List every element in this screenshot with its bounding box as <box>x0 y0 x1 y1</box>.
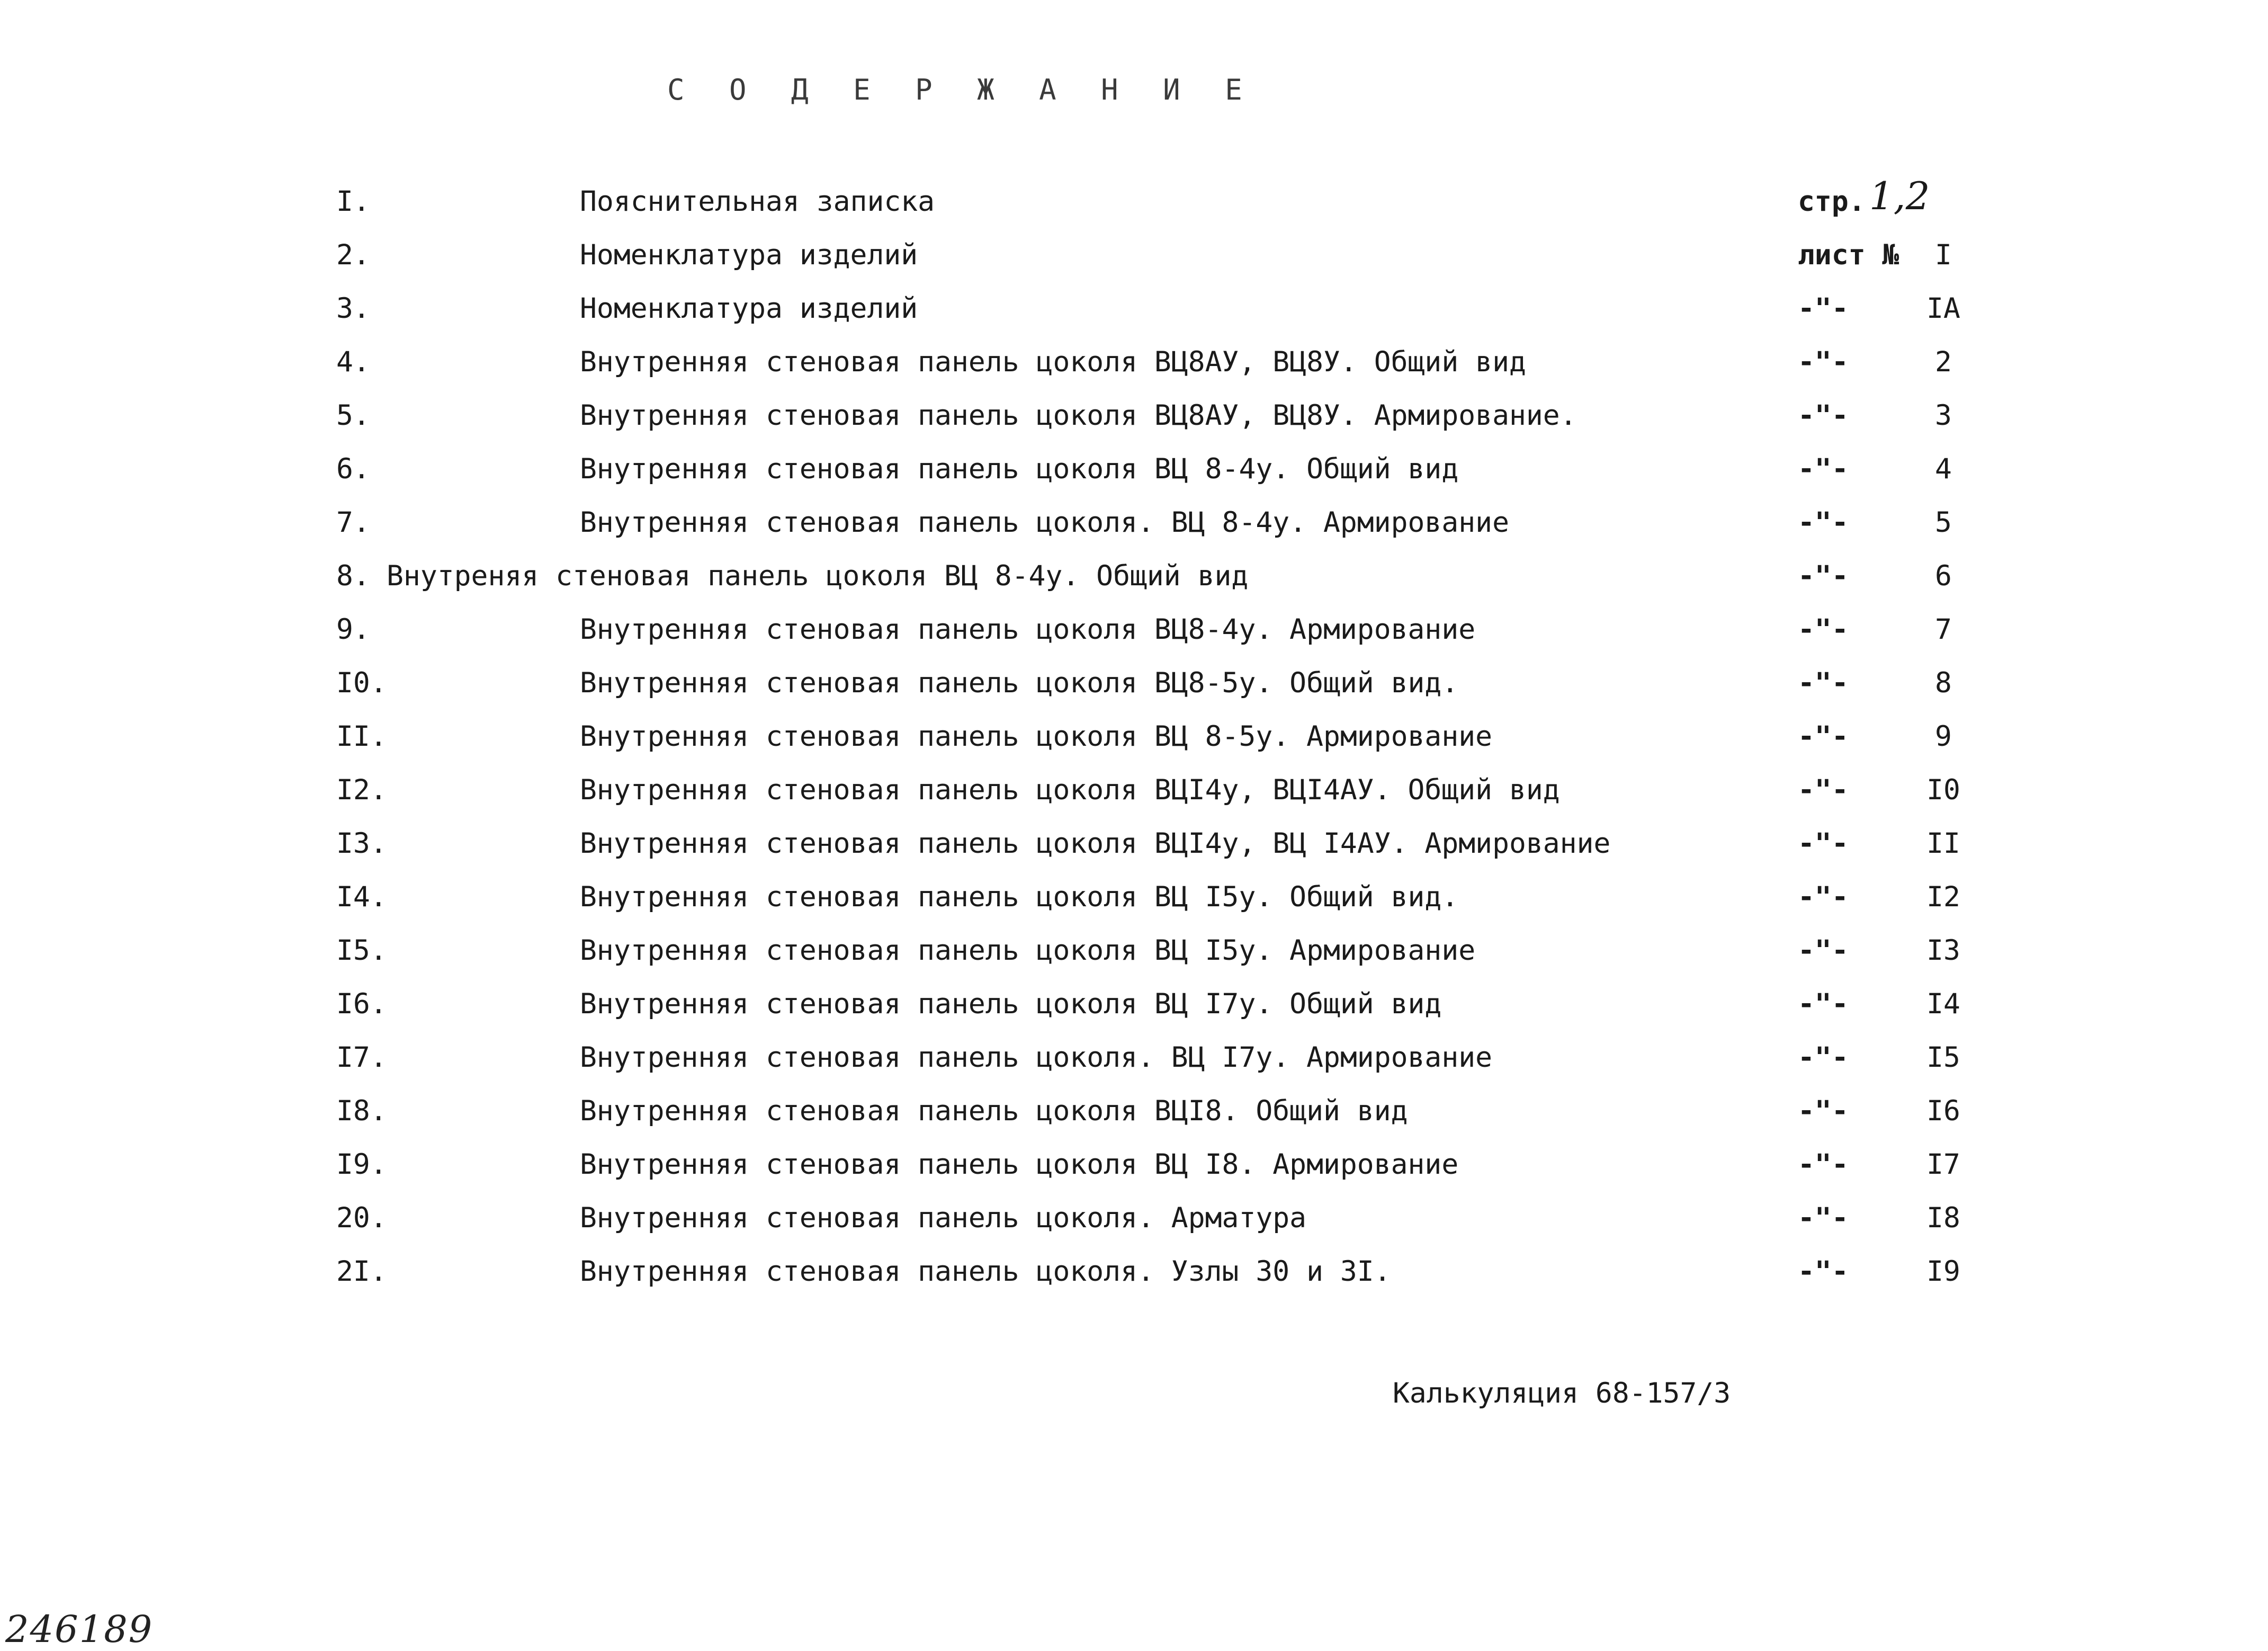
toc-item-sheet-number: I5 <box>1926 1041 1960 1074</box>
toc-row <box>0 603 2268 656</box>
toc-item-title: Внутренняя стеновая панель цоколя. Арматура <box>580 1202 1307 1234</box>
toc-item-sheet-label: -"- <box>1798 1148 1849 1181</box>
toc-row <box>0 977 2268 1031</box>
toc-item-sheet-number: 4 <box>1935 453 1952 485</box>
toc-item-sheet-label: -"- <box>1798 827 1849 860</box>
toc-row <box>0 1191 2268 1245</box>
toc-row <box>0 1245 2268 1298</box>
toc-item-sheet-number: II <box>1926 827 1960 860</box>
toc-item-number: I8. <box>336 1095 387 1127</box>
toc-item-number: 20. <box>336 1202 387 1234</box>
document-title: С О Д Е Р Ж А Н И Е <box>667 73 1256 106</box>
toc-item-number: 4. <box>336 346 370 378</box>
toc-item-number: 5. <box>336 399 370 432</box>
toc-item-sheet-label: -"- <box>1798 613 1849 646</box>
toc-item-sheet-number: 7 <box>1935 613 1952 646</box>
toc-item-sheet-label: -"- <box>1798 667 1849 699</box>
toc-item-sheet-label: -"- <box>1798 1202 1849 1234</box>
toc-item-sheet-label: -"- <box>1798 453 1849 485</box>
calculation-reference: Калькуляция 68-157/3 <box>1393 1377 1731 1409</box>
toc-item-sheet-label: стр. <box>1798 185 1866 218</box>
toc-item-sheet-label: -"- <box>1798 292 1849 325</box>
toc-item-sheet-label: -"- <box>1798 988 1849 1020</box>
toc-item-sheet-number: I7 <box>1926 1148 1960 1181</box>
toc-row <box>0 1031 2268 1084</box>
toc-item-title: Внутреняя стеновая панель цоколя ВЦ 8-4у. Общий вид <box>387 560 1249 592</box>
toc-item-number: I2. <box>336 774 387 806</box>
toc-row <box>0 656 2268 710</box>
toc-item-sheet-number: IA <box>1926 292 1960 325</box>
toc-row <box>0 924 2268 977</box>
toc-row <box>0 335 2268 389</box>
toc-item-title: Внутренняя стеновая панель цоколя ВЦ I5у. Общий вид. <box>580 881 1459 913</box>
toc-item-sheet-label: -"- <box>1798 560 1849 592</box>
toc-row <box>0 389 2268 442</box>
toc-item-sheet-label: -"- <box>1798 774 1849 806</box>
toc-row <box>0 763 2268 817</box>
toc-item-sheet-number: I <box>1935 239 1952 271</box>
toc-item-title: Внутренняя стеновая панель цоколя ВЦ 8-5у. Армирование <box>580 720 1493 753</box>
table-of-contents <box>0 175 2268 1298</box>
toc-item-sheet-number: I6 <box>1926 1095 1960 1127</box>
toc-item-title: Внутренняя стеновая панель цоколя ВЦ I8. Армирование <box>580 1148 1459 1181</box>
toc-row <box>0 549 2268 603</box>
toc-item-sheet-number: I8 <box>1926 1202 1960 1234</box>
toc-item-title: Внутренняя стеновая панель цоколя ВЦ8АУ, ВЦ8У. Общий вид <box>580 346 1526 378</box>
toc-row <box>0 282 2268 335</box>
toc-item-sheet-number: 2 <box>1935 346 1952 378</box>
toc-item-title: Внутренняя стеновая панель цоколя. ВЦ I7у. Армирование <box>580 1041 1493 1074</box>
toc-item-sheet-number: 1,2 <box>1869 174 1930 218</box>
toc-item-title: Номенклатура изделий <box>580 292 918 325</box>
toc-row <box>0 710 2268 763</box>
toc-item-title: Внутренняя стеновая панель цоколя ВЦ I5у. Армирование <box>580 934 1476 967</box>
toc-item-sheet-label: -"- <box>1798 1041 1849 1074</box>
toc-item-title: Внутренняя стеновая панель цоколя ВЦI4у, ВЦI4АУ. Общий вид <box>580 774 1560 806</box>
toc-item-title: Внутренняя стеновая панель цоколя ВЦ 8-4у. Общий вид <box>580 453 1459 485</box>
toc-item-number: I0. <box>336 667 387 699</box>
toc-item-number: I9. <box>336 1148 387 1181</box>
toc-item-number: 2I. <box>336 1255 387 1288</box>
toc-item-title: Внутренняя стеновая панель цоколя ВЦI4у, ВЦ I4АУ. Армирование <box>580 827 1611 860</box>
toc-item-number: 7. <box>336 506 370 539</box>
toc-item-sheet-number: 9 <box>1935 720 1952 753</box>
toc-row <box>0 442 2268 496</box>
toc-item-sheet-number: 3 <box>1935 399 1952 432</box>
toc-row <box>0 1084 2268 1138</box>
toc-item-sheet-number: 5 <box>1935 506 1952 539</box>
toc-item-number: I4. <box>336 881 387 913</box>
toc-row <box>0 228 2268 282</box>
toc-item-sheet-label: лист № <box>1798 239 1899 271</box>
handwritten-inventory-number: 246189 <box>5 1608 154 1651</box>
toc-item-number: I6. <box>336 988 387 1020</box>
toc-item-sheet-label: -"- <box>1798 1255 1849 1288</box>
toc-item-number: 2. <box>336 239 370 271</box>
toc-item-sheet-label: -"- <box>1798 881 1849 913</box>
toc-item-sheet-number: I0 <box>1926 774 1960 806</box>
toc-item-sheet-label: -"- <box>1798 934 1849 967</box>
toc-item-title: Внутренняя стеновая панель цоколя. Узлы 30 и 3I. <box>580 1255 1391 1288</box>
toc-item-number: 8. <box>336 560 370 592</box>
toc-row <box>0 817 2268 870</box>
toc-item-sheet-label: -"- <box>1798 399 1849 432</box>
toc-row <box>0 870 2268 924</box>
toc-item-title: Внутренняя стеновая панель цоколя ВЦ8-4у. Армирование <box>580 613 1476 646</box>
toc-item-sheet-number: I9 <box>1926 1255 1960 1288</box>
toc-item-title: Внутренняя стеновая панель цоколя ВЦ8-5у. Общий вид. <box>580 667 1459 699</box>
toc-item-sheet-number: I3 <box>1926 934 1960 967</box>
toc-item-sheet-number: I2 <box>1926 881 1960 913</box>
toc-item-number: I3. <box>336 827 387 860</box>
toc-item-title: Внутренняя стеновая панель цоколя ВЦ I7у. Общий вид <box>580 988 1442 1020</box>
toc-item-sheet-number: 6 <box>1935 560 1952 592</box>
toc-item-number: 3. <box>336 292 370 325</box>
toc-item-title: Пояснительная записка <box>580 185 935 218</box>
toc-row <box>0 496 2268 549</box>
toc-row <box>0 1138 2268 1191</box>
toc-item-sheet-number: I4 <box>1926 988 1960 1020</box>
toc-row <box>0 175 2268 228</box>
toc-item-title: Номенклатура изделий <box>580 239 918 271</box>
toc-item-number: I5. <box>336 934 387 967</box>
toc-item-number: I7. <box>336 1041 387 1074</box>
toc-item-sheet-number: 8 <box>1935 667 1952 699</box>
toc-item-number: II. <box>336 720 387 753</box>
toc-item-number: 6. <box>336 453 370 485</box>
toc-item-sheet-label: -"- <box>1798 506 1849 539</box>
toc-item-number: 9. <box>336 613 370 646</box>
toc-item-sheet-label: -"- <box>1798 720 1849 753</box>
toc-item-title: Внутренняя стеновая панель цоколя. ВЦ 8-4у. Армирование <box>580 506 1509 539</box>
toc-item-title: Внутренняя стеновая панель цоколя ВЦI8. Общий вид <box>580 1095 1408 1127</box>
toc-item-sheet-label: -"- <box>1798 346 1849 378</box>
toc-item-title: Внутренняя стеновая панель цоколя ВЦ8АУ, ВЦ8У. Армирование. <box>580 399 1577 432</box>
toc-item-number: I. <box>336 185 370 218</box>
toc-item-sheet-label: -"- <box>1798 1095 1849 1127</box>
